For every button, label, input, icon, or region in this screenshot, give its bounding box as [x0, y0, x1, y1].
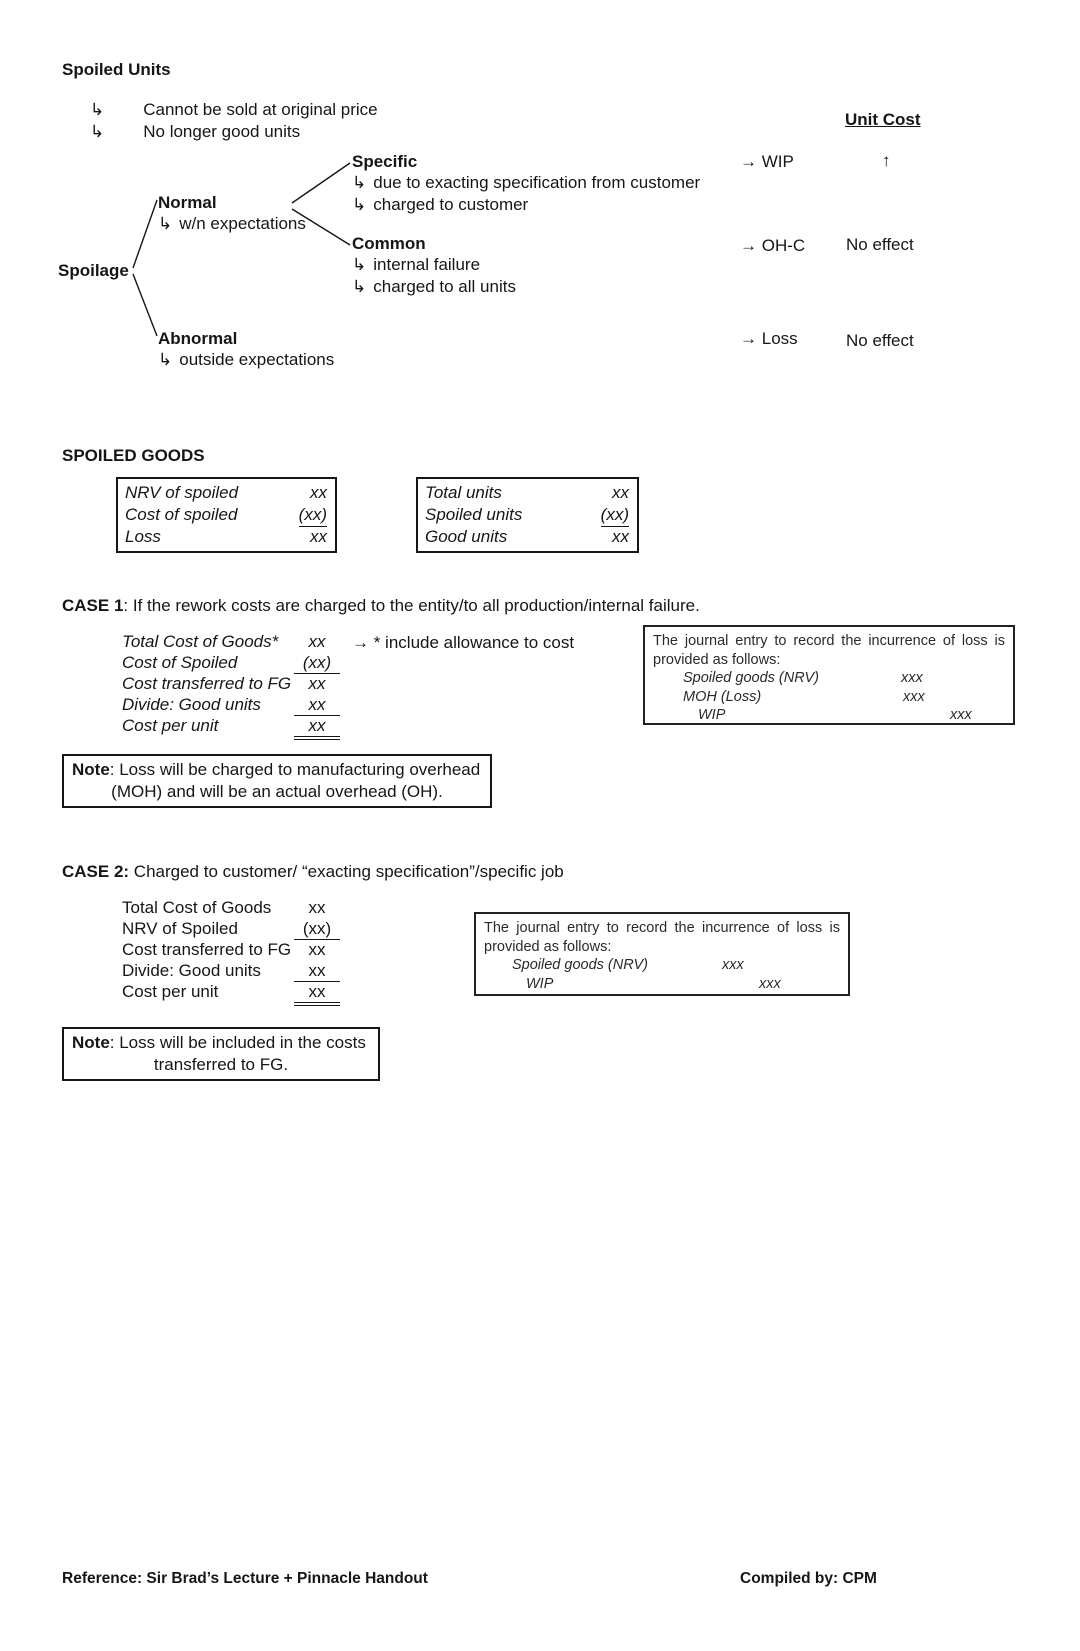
computation-row	[122, 918, 362, 939]
entry-credit-amount: xxx	[759, 975, 781, 992]
row-amount: xx	[310, 483, 327, 502]
unit-cost-value-abnormal: No effect	[846, 331, 914, 350]
journal-entry	[653, 706, 1005, 725]
entry-account: Spoiled goods (NRV)	[512, 957, 648, 973]
row-label: Cost transferred to FG	[122, 674, 292, 693]
footer-reference: Reference: Sir Brad’s Lecture + Pinnacle Handout	[62, 1570, 428, 1587]
abnormal-label: Abnormal	[158, 329, 238, 348]
specific-sub-text: due to exacting specification from customer	[373, 173, 701, 192]
elbow-arrow-icon: ↳	[158, 350, 173, 369]
unit-cost-value-specific: ↑	[882, 151, 891, 170]
row-amount: xx	[308, 632, 326, 651]
outcome-abnormal	[740, 329, 798, 349]
row-amount: xx	[294, 715, 340, 740]
journal-intro: The journal entry to record the incurrence of loss is provided as follows:	[653, 633, 1005, 668]
journal-entry	[484, 956, 840, 975]
journal-intro: The journal entry to record the incurrence of loss is provided as follows:	[484, 920, 840, 955]
right-arrow-icon: →	[740, 236, 757, 255]
entry-account: MOH (Loss)	[683, 688, 762, 705]
specific-sub-text: charged to customer	[373, 195, 529, 214]
row-amount: (xx)	[294, 652, 340, 674]
computation-row	[122, 715, 362, 736]
row-amount: xx	[294, 981, 340, 1006]
journal-entry	[653, 688, 1005, 707]
note-line	[72, 1032, 370, 1054]
entry-debit-amount: xxx	[722, 957, 744, 973]
common-sub-text: internal failure	[373, 255, 481, 274]
row-amount: xx	[294, 694, 340, 716]
abnormal-node	[158, 329, 334, 371]
table-row	[425, 504, 631, 526]
intro-bullet-text: Cannot be sold at original price	[143, 100, 378, 119]
row-amount: xx	[612, 483, 629, 502]
page-title: Spoiled Units	[62, 60, 171, 79]
footer-compiled: Compiled by: CPM	[740, 1570, 877, 1587]
case1-heading-text: : If the rework costs are charged to the entity/to all production/internal failure.	[123, 596, 700, 615]
common-sub	[352, 254, 516, 276]
row-amount: (xx)	[299, 504, 327, 527]
row-label: Total Cost of Goods*	[122, 632, 279, 651]
specific-node	[352, 152, 700, 216]
case2-note-box	[62, 1027, 380, 1081]
computation-row	[122, 673, 362, 694]
note-line: transferred to FG.	[153, 1055, 289, 1074]
computation-row	[122, 631, 362, 652]
case1-journal-box	[643, 625, 1015, 725]
case1-computation	[122, 631, 362, 736]
case1-note-box	[62, 754, 492, 808]
elbow-arrow-icon: ↳	[352, 173, 367, 192]
elbow-arrow-icon: ↳	[90, 100, 105, 119]
elbow-arrow-icon: ↳	[352, 255, 367, 274]
common-node	[352, 234, 516, 298]
row-label: NRV of spoiled	[125, 483, 239, 502]
row-label: Total units	[425, 483, 502, 502]
outcome-specific	[740, 152, 794, 172]
common-sub-text: charged to all units	[373, 277, 516, 296]
note-line	[72, 759, 482, 781]
row-amount: xx	[308, 940, 326, 959]
entry-debit-amount: xxx	[901, 670, 923, 686]
elbow-arrow-icon: ↳	[90, 122, 105, 141]
case1-label: CASE 1	[62, 596, 124, 615]
entry-credit-amount: xxx	[950, 707, 972, 723]
table-row	[425, 526, 631, 548]
computation-row	[122, 981, 362, 1002]
row-amount: xx	[310, 527, 327, 546]
abnormal-sub-text: outside expectations	[179, 350, 335, 369]
table-row	[125, 482, 329, 504]
computation-row	[122, 960, 362, 981]
outcome-account: Loss	[761, 329, 798, 348]
note-text: : Loss will be charged to manufacturing overhead	[109, 760, 481, 779]
row-label: Cost per unit	[122, 982, 219, 1001]
computation-row	[122, 652, 362, 673]
row-amount: (xx)	[601, 504, 629, 527]
table-row	[425, 482, 631, 504]
common-sub	[352, 276, 516, 298]
row-amount: xx	[308, 674, 326, 693]
elbow-arrow-icon: ↳	[352, 277, 367, 296]
row-label: Total Cost of Goods	[122, 898, 272, 917]
elbow-arrow-icon: ↳	[158, 214, 173, 233]
specific-sub	[352, 194, 700, 216]
note-label: Note	[72, 1033, 110, 1052]
note-line: (MOH) and will be an actual overhead (OH).	[111, 782, 443, 801]
case2-label: CASE 2:	[62, 862, 130, 881]
branch-line-spoilage-normal	[133, 200, 157, 268]
table-row	[125, 526, 329, 548]
entry-debit-amount: xxx	[903, 688, 925, 705]
entry-account: WIP	[698, 707, 726, 723]
row-label: Cost of Spoiled	[122, 653, 238, 672]
row-label: Cost per unit	[122, 716, 219, 735]
note-text: : Loss will be included in the costs	[109, 1033, 366, 1052]
common-label: Common	[352, 234, 426, 253]
right-arrow-icon: →	[740, 329, 757, 348]
table-row	[125, 504, 329, 526]
journal-entry	[484, 975, 840, 994]
normal-sub-text: w/n expectations	[179, 214, 306, 233]
case2-heading	[62, 862, 564, 882]
journal-entry	[653, 669, 1005, 688]
row-label: Cost transferred to FG	[122, 940, 292, 959]
computation-row	[122, 939, 362, 960]
abnormal-sub	[158, 349, 334, 371]
specific-label: Specific	[352, 152, 418, 171]
entry-account: WIP	[526, 975, 554, 992]
computation-row	[122, 694, 362, 715]
specific-sub	[352, 172, 700, 194]
branch-line-spoilage-abnormal	[133, 274, 157, 336]
spoiled-goods-heading: SPOILED GOODS	[62, 446, 205, 465]
row-amount: (xx)	[294, 918, 340, 940]
row-label: Spoiled units	[425, 505, 523, 524]
row-label: Good units	[425, 527, 508, 546]
elbow-arrow-icon: ↳	[352, 195, 367, 214]
case2-journal-box	[474, 912, 850, 996]
row-label: Cost of spoiled	[125, 505, 238, 524]
outcome-account: OH-C	[761, 236, 806, 255]
normal-node	[158, 193, 306, 235]
unit-cost-value-common: No effect	[846, 235, 914, 254]
case2-heading-text: Charged to customer/ “exacting specification”/specific job	[129, 862, 564, 881]
row-label: Divide: Good units	[122, 961, 261, 980]
case2-computation	[122, 897, 362, 1002]
right-arrow-icon: →	[740, 152, 757, 171]
intro-bullet-text: No longer good units	[143, 122, 301, 141]
outcome-common	[740, 236, 805, 256]
computation-row	[122, 897, 362, 918]
row-label: Loss	[125, 527, 161, 546]
nrv-of-spoiled-table	[116, 477, 337, 553]
normal-sub	[158, 213, 306, 235]
row-amount: xx	[308, 898, 326, 917]
case1-annotation: → * include allowance to cost	[352, 633, 575, 652]
outcome-account: WIP	[761, 152, 794, 171]
units-table	[416, 477, 639, 553]
unit-cost-header: Unit Cost	[845, 110, 921, 129]
row-label: Divide: Good units	[122, 695, 261, 714]
entry-account: Spoiled goods (NRV)	[683, 670, 819, 686]
note-label: Note	[72, 760, 110, 779]
row-amount: xx	[294, 960, 340, 982]
spoilage-root-label: Spoilage	[58, 261, 129, 280]
case1-heading	[62, 596, 700, 616]
row-label: NRV of Spoiled	[122, 919, 238, 938]
normal-label: Normal	[158, 193, 217, 212]
row-amount: xx	[612, 527, 629, 546]
